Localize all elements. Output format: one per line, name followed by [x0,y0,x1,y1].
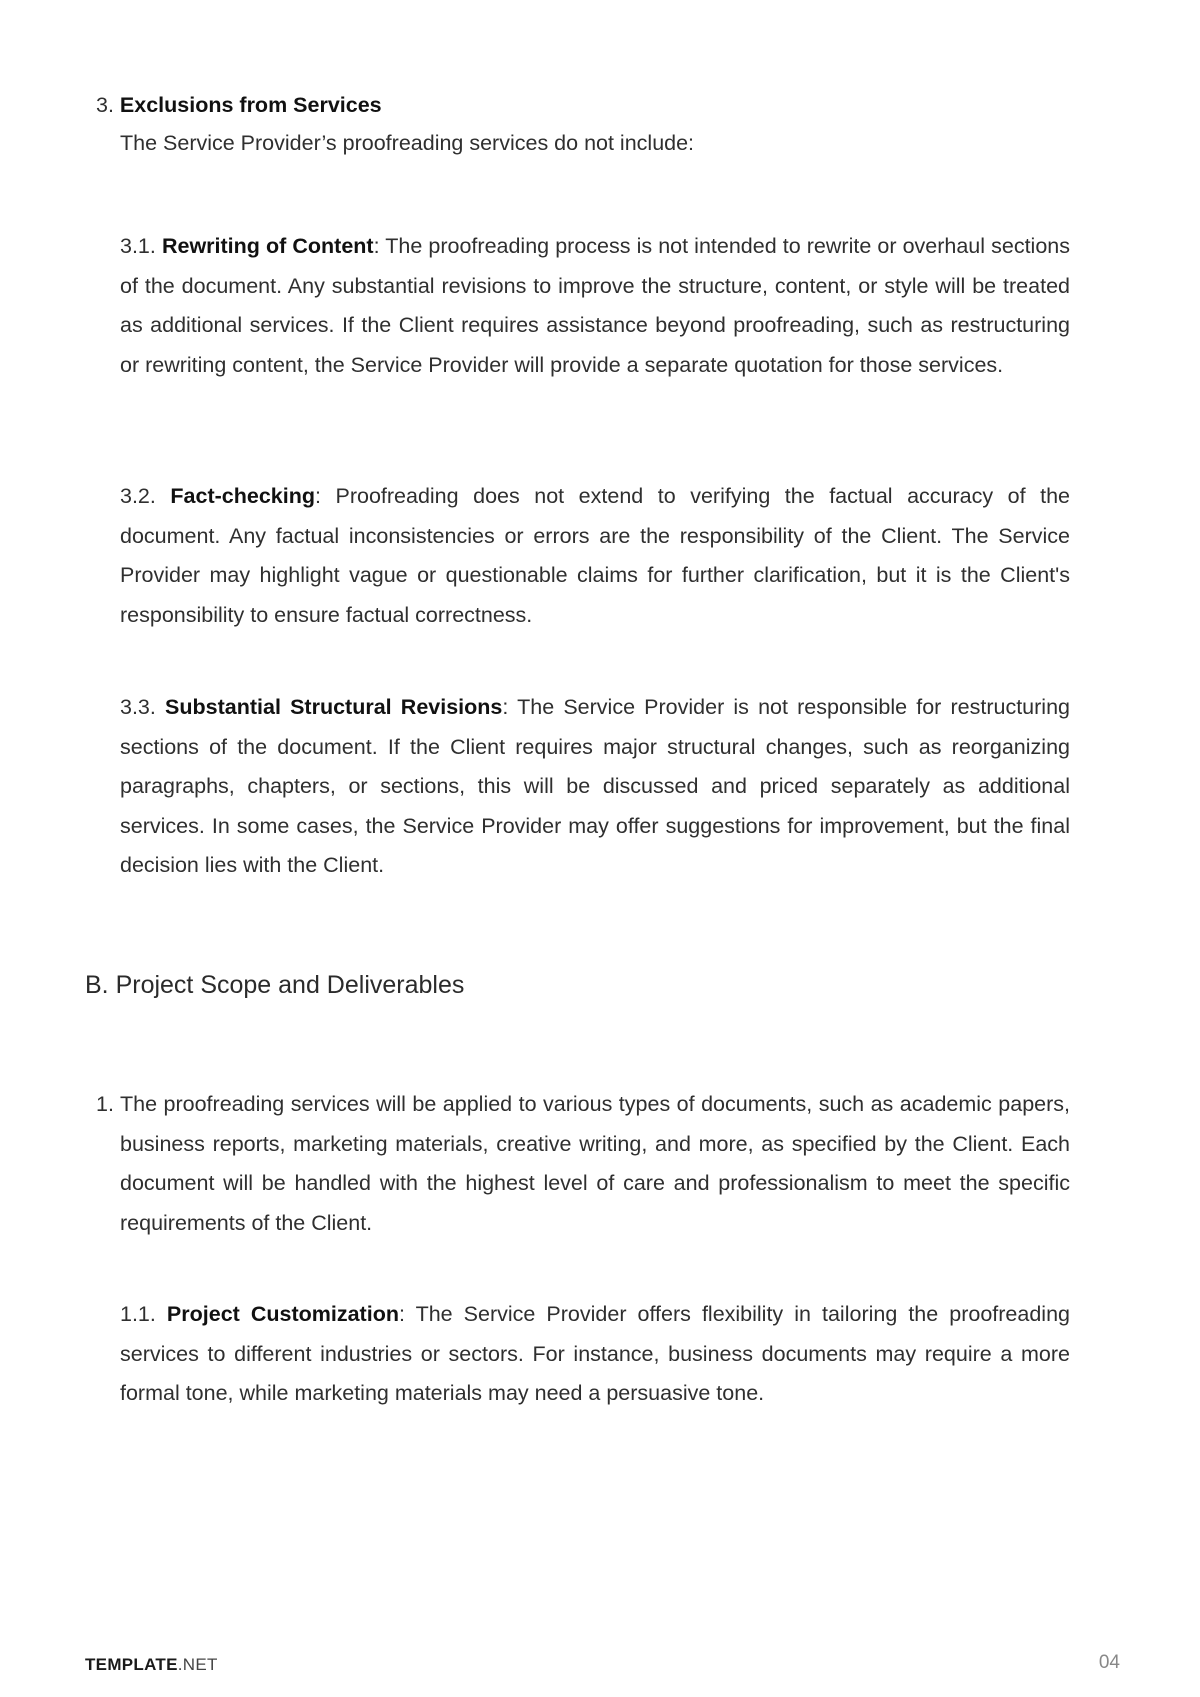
section-b-heading: B. Project Scope and Deliverables [85,971,465,999]
page-number: 04 [1098,1652,1120,1673]
clause-3-3-text: : The Service Provider is not responsible for restructuring sections of the document. If the Client requires major structural changes, such as reorganizing paragraphs, chapters, or sections, this will be discussed and priced separately as additional services. In some cases, the Service Provider may offer suggestions for improvement, but the final decision lies with the Client. [120,695,1070,877]
clause-3-1-text: : The proofreading process is not intended to rewrite or overhaul sections of the document. Any substantial revisions to improve the structure, content, or style will be treated as additional services. If the Client requires assistance beyond proofreading, such as restructuring or rewriting content, the Service Provider will provide a separate quotation for those services. [120,234,1070,377]
clause-3-3 [120,688,1070,886]
clause-1-1 [120,1295,1070,1414]
clause-3-3-title: Substantial Structural Revisions [165,695,503,719]
clause-1-1-title: Project Customization [166,1302,399,1326]
footer-brand-logo [85,1655,218,1675]
clause-3-2-text: : Proofreading does not extend to verifying the factual accuracy of the document. Any factual inconsistencies or errors are the responsibility of the Client. The Service Provider may highlight vague or questionable claims for further clarification, but it is the Client's responsibility to ensure factual correctness. [120,484,1070,627]
item-1-text: The proofreading services will be applied to various types of documents, such as academic papers, business reports, marketing materials, creative writing, and more, as specified by the Client. Each document will be handled with the highest level of care and professionalism to meet the specific requirements of the Client. [120,1092,1070,1235]
clause-3-1 [120,227,1070,385]
clause-3-1-title: Rewriting of Content [161,234,374,258]
clause-3-2 [120,477,1070,635]
section-3-title: Exclusions from Services [119,93,382,117]
clause-3-3-number: 3.3. [120,695,156,719]
clause-1-1-text: : The Service Provider offers flexibility in tailoring the proofreading services to different industries or sectors. For instance, business documents may require a more formal tone, while marketing materials may need a persuasive tone. [120,1302,1070,1405]
section-3-heading [96,86,382,126]
item-1-number: 1. [96,1092,114,1116]
brand-light-text: .NET [177,1655,218,1674]
clause-3-2-title: Fact-checking [170,484,315,508]
clause-1-1-number: 1.1. [120,1302,156,1326]
clause-3-2-number: 3.2. [120,484,156,508]
section-3-intro: The Service Provider’s proofreading services do not include: [120,131,695,155]
clause-3-1-number: 3.1. [120,234,156,258]
section-3-number: 3. [96,93,114,117]
brand-bold-text: TEMPLATE [85,1655,178,1674]
